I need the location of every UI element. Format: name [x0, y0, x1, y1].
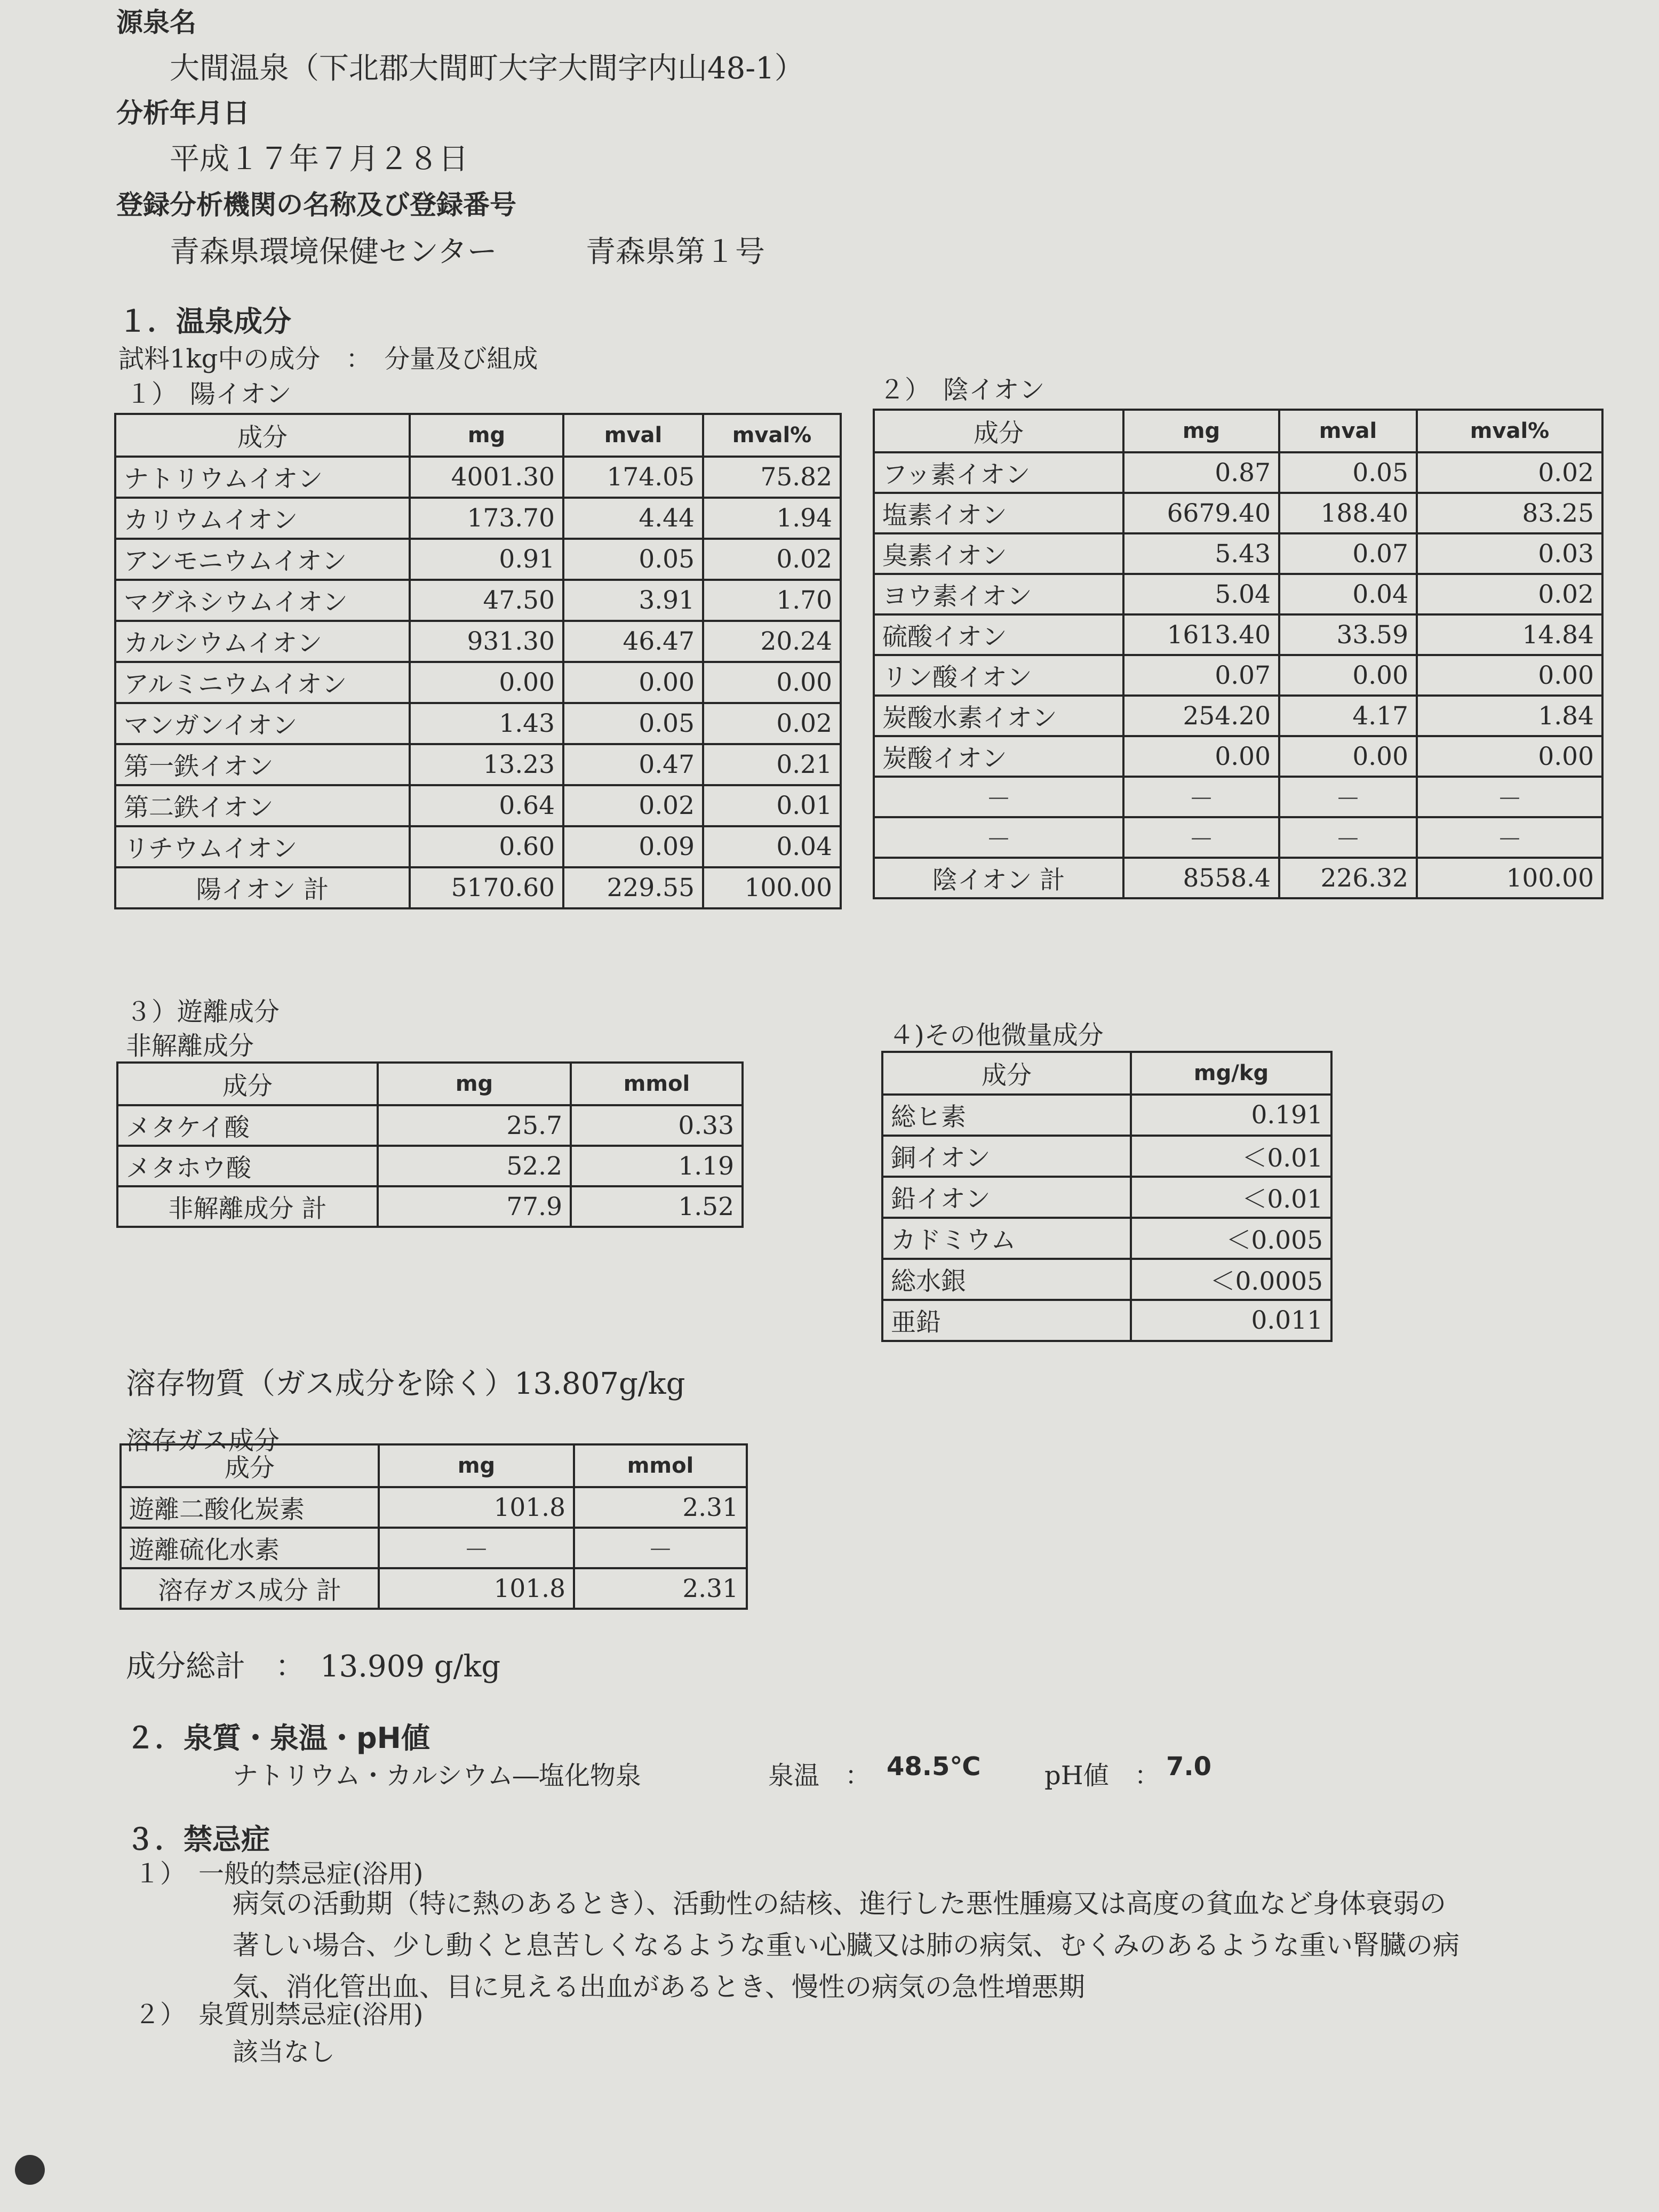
column-header: mg/kg	[1131, 1052, 1331, 1095]
table-header-row	[882, 1052, 1331, 1095]
table-cell: 0.64	[410, 785, 563, 826]
table-cell: －	[1417, 777, 1602, 817]
general-contraindication-text	[233, 1883, 1459, 2008]
table-cell: 47.50	[410, 580, 563, 621]
table-cell: 0.02	[1417, 452, 1602, 493]
table-cell: カリウムイオン	[115, 498, 410, 539]
table-cell: －	[379, 1528, 574, 1568]
table-cell: 0.02	[563, 785, 703, 826]
table-cell: 0.03	[1417, 533, 1602, 574]
text-line: 病気の活動期（特に熱のあるとき）、活動性の結核、進行した悪性腫瘍又は高度の貧血など身体衰弱の	[233, 1888, 1446, 1919]
section1-title: １．温泉成分	[118, 305, 291, 338]
table-cell: －	[1279, 817, 1417, 858]
spring-quality: ナトリウム・カルシウム―塩化物泉	[233, 1761, 641, 1791]
table-cell: 52.2	[378, 1146, 571, 1186]
table-cell: －	[574, 1528, 747, 1568]
table-cell: 100.00	[1417, 858, 1602, 898]
table-cell: 5170.60	[410, 867, 563, 908]
table-total-row	[115, 867, 841, 908]
table-cell: 0.91	[410, 539, 563, 580]
free-subtitle: 非解離成分	[126, 1031, 254, 1061]
table-row	[874, 777, 1602, 817]
column-header: 成分	[882, 1052, 1131, 1095]
table-cell: 188.40	[1279, 493, 1417, 533]
table-cell: 炭酸イオン	[874, 736, 1123, 777]
table-row	[874, 696, 1602, 736]
table-cell: 0.011	[1131, 1300, 1331, 1341]
table-cell: 0.60	[410, 826, 563, 867]
table-row	[874, 655, 1602, 696]
general-contraindication-title: １） 一般的禁忌症(浴用)	[134, 1859, 424, 1889]
table-cell: －	[1123, 777, 1279, 817]
table-cell: 0.09	[563, 826, 703, 867]
table-cell: 5.43	[1123, 533, 1279, 574]
table-cell: 101.8	[379, 1568, 574, 1609]
table-row	[115, 498, 841, 539]
table-row	[115, 621, 841, 662]
table-row	[874, 533, 1602, 574]
table-cell: 0.02	[703, 703, 841, 744]
table-cell: 4001.30	[410, 457, 563, 498]
table-row	[874, 817, 1602, 858]
table-cell: 1.19	[571, 1146, 743, 1186]
table-row	[882, 1177, 1331, 1218]
table-cell: 25.7	[378, 1105, 571, 1146]
column-header: 成分	[874, 410, 1123, 452]
column-header: mval	[563, 414, 703, 457]
table-cell: 229.55	[563, 867, 703, 908]
table-cell: 226.32	[1279, 858, 1417, 898]
table-cell: 0.87	[1123, 452, 1279, 493]
table-cell: 0.04	[703, 826, 841, 867]
column-header: 成分	[117, 1063, 378, 1105]
column-header: mval%	[703, 414, 841, 457]
gas-table	[119, 1443, 748, 1610]
column-header: 成分	[115, 414, 410, 457]
column-header: mmol	[574, 1444, 747, 1487]
table-cell: 2.31	[574, 1487, 747, 1528]
column-header: mg	[378, 1063, 571, 1105]
table-cell: 0.00	[1279, 736, 1417, 777]
table-cell: 3.91	[563, 580, 703, 621]
table-cell: －	[874, 777, 1123, 817]
column-header: mval%	[1417, 410, 1602, 452]
table-row	[117, 1105, 743, 1146]
table-cell: 銅イオン	[882, 1136, 1131, 1177]
dissolved-total: 溶存物質（ガス成分を除く）13.807g/kg	[126, 1367, 685, 1401]
source-value: 大間温泉（下北郡大間町大字大間字内山48-1）	[170, 51, 804, 86]
table-row	[117, 1146, 743, 1186]
table-row	[882, 1300, 1331, 1341]
table-cell: 0.33	[571, 1105, 743, 1146]
agency-name: 青森県環境保健センター	[170, 235, 497, 269]
table-cell: 75.82	[703, 457, 841, 498]
section3-title: ３．禁忌症	[126, 1823, 270, 1856]
table-cell: 4.44	[563, 498, 703, 539]
trace-title: ４)その他微量成分	[889, 1020, 1104, 1050]
specific-contraindication-title: ２） 泉質別禁忌症(浴用)	[134, 2000, 424, 2030]
table-row	[882, 1136, 1331, 1177]
table-cell: 0.191	[1131, 1095, 1331, 1136]
anions-title: ２） 陰イオン	[879, 375, 1045, 405]
table-cell: 臭素イオン	[874, 533, 1123, 574]
table-cell: 第二鉄イオン	[115, 785, 410, 826]
column-header: mval	[1279, 410, 1417, 452]
table-row	[121, 1528, 747, 1568]
column-header: 成分	[121, 1444, 379, 1487]
specific-contraindication-text: 該当なし	[233, 2037, 336, 2067]
table-cell: 塩素イオン	[874, 493, 1123, 533]
table-cell: ＜0.0005	[1131, 1259, 1331, 1300]
table-cell: 鉛イオン	[882, 1177, 1131, 1218]
table-cell: フッ素イオン	[874, 452, 1123, 493]
table-cell: メタホウ酸	[117, 1146, 378, 1186]
table-cell: 173.70	[410, 498, 563, 539]
table-header-row	[121, 1444, 747, 1487]
table-cell: 0.00	[1123, 736, 1279, 777]
table-row	[874, 574, 1602, 614]
section2-title: ２．泉質・泉温・pH値	[126, 1721, 430, 1755]
table-row	[115, 457, 841, 498]
table-cell: 83.25	[1417, 493, 1602, 533]
table-row	[882, 1259, 1331, 1300]
table-cell: 1.43	[410, 703, 563, 744]
table-row	[874, 614, 1602, 655]
table-header-row	[117, 1063, 743, 1105]
table-total-row	[117, 1186, 743, 1227]
total-label: 陰イオン 計	[874, 858, 1123, 898]
table-cell: ＜0.01	[1131, 1136, 1331, 1177]
table-row	[874, 452, 1602, 493]
table-cell: 20.24	[703, 621, 841, 662]
table-cell: アルミニウムイオン	[115, 662, 410, 703]
table-cell: 0.00	[703, 662, 841, 703]
table-cell: 0.21	[703, 744, 841, 785]
table-cell: 2.31	[574, 1568, 747, 1609]
table-cell: マグネシウムイオン	[115, 580, 410, 621]
table-total-row	[121, 1568, 747, 1609]
table-cell: 254.20	[1123, 696, 1279, 736]
column-header: mg	[410, 414, 563, 457]
table-row	[874, 736, 1602, 777]
table-cell: 0.05	[1279, 452, 1417, 493]
punch-hole-mark	[15, 2155, 45, 2185]
table-cell: 0.00	[563, 662, 703, 703]
total-label: 非解離成分 計	[117, 1186, 378, 1227]
column-header: mg	[1123, 410, 1279, 452]
table-row	[121, 1487, 747, 1528]
table-row	[115, 539, 841, 580]
table-cell: リン酸イオン	[874, 655, 1123, 696]
table-cell: －	[874, 817, 1123, 858]
table-cell: ＜0.01	[1131, 1177, 1331, 1218]
total-label: 陽イオン 計	[115, 867, 410, 908]
table-cell: リチウムイオン	[115, 826, 410, 867]
table-cell: ヨウ素イオン	[874, 574, 1123, 614]
temp-value: 48.5℃	[887, 1752, 981, 1782]
table-cell: 1.84	[1417, 696, 1602, 736]
table-cell: アンモニウムイオン	[115, 539, 410, 580]
table-header-row	[874, 410, 1602, 452]
table-cell: 0.47	[563, 744, 703, 785]
table-cell: －	[1417, 817, 1602, 858]
table-cell: 遊離硫化水素	[121, 1528, 379, 1568]
ph-label: pH値 ：	[1044, 1761, 1160, 1791]
table-cell: 0.02	[1417, 574, 1602, 614]
table-cell: カルシウムイオン	[115, 621, 410, 662]
table-row	[874, 493, 1602, 533]
table-cell: ナトリウムイオン	[115, 457, 410, 498]
table-cell: 13.23	[410, 744, 563, 785]
grand-total: 成分総計 ： 13.909 g/kg	[126, 1649, 501, 1684]
table-cell: 0.00	[1417, 736, 1602, 777]
table-cell: 6679.40	[1123, 493, 1279, 533]
table-cell: 0.05	[563, 539, 703, 580]
sample-line: 試料1kg中の成分 ： 分量及び組成	[118, 344, 538, 374]
table-row	[115, 662, 841, 703]
table-cell: ＜0.005	[1131, 1218, 1331, 1259]
anions-table	[873, 409, 1604, 899]
table-cell: 総ヒ素	[882, 1095, 1131, 1136]
table-row	[115, 744, 841, 785]
date-value: 平成１７年７月２８日	[170, 142, 468, 177]
table-cell: 46.47	[563, 621, 703, 662]
table-cell: 100.00	[703, 867, 841, 908]
agency-number: 青森県第１号	[586, 235, 765, 269]
table-cell: 0.07	[1123, 655, 1279, 696]
table-cell: 0.01	[703, 785, 841, 826]
table-cell: カドミウム	[882, 1218, 1131, 1259]
date-label: 分析年月日	[116, 98, 250, 129]
cations-table	[114, 413, 842, 909]
free-table	[116, 1061, 744, 1228]
text-line: 著しい場合、少し動くと息苦しくなるような重い心臓又は肺の病気、むくみのあるような重い腎臓の病	[233, 1930, 1459, 1961]
table-cell: 174.05	[563, 457, 703, 498]
table-cell: 0.02	[703, 539, 841, 580]
table-row	[882, 1095, 1331, 1136]
table-cell: 8558.4	[1123, 858, 1279, 898]
table-cell: 0.04	[1279, 574, 1417, 614]
table-cell: 1.52	[571, 1186, 743, 1227]
table-cell: 931.30	[410, 621, 563, 662]
table-cell: 5.04	[1123, 574, 1279, 614]
agency-label: 登録分析機関の名称及び登録番号	[116, 189, 516, 220]
table-cell: 総水銀	[882, 1259, 1131, 1300]
table-total-row	[874, 858, 1602, 898]
column-header: mg	[379, 1444, 574, 1487]
gas-title: 溶存ガス成分	[126, 1426, 280, 1456]
table-header-row	[115, 414, 841, 457]
text-line: 気、消化管出血、目に見える出血があるとき、慢性の病気の急性増悪期	[233, 1971, 1085, 2002]
table-cell: 1.94	[703, 498, 841, 539]
table-cell: －	[1123, 817, 1279, 858]
table-cell: 0.00	[1417, 655, 1602, 696]
table-cell: 亜鉛	[882, 1300, 1131, 1341]
source-label: 源泉名	[116, 7, 196, 38]
table-cell: メタケイ酸	[117, 1105, 378, 1146]
ph-value: 7.0	[1166, 1752, 1212, 1782]
table-cell: 4.17	[1279, 696, 1417, 736]
table-cell: 第一鉄イオン	[115, 744, 410, 785]
table-cell: 硫酸イオン	[874, 614, 1123, 655]
table-cell: 14.84	[1417, 614, 1602, 655]
table-cell: 1613.40	[1123, 614, 1279, 655]
table-cell: 0.00	[410, 662, 563, 703]
table-row	[115, 785, 841, 826]
table-row	[115, 703, 841, 744]
table-row	[115, 580, 841, 621]
table-cell: 0.05	[563, 703, 703, 744]
trace-table	[881, 1051, 1333, 1342]
table-cell: 33.59	[1279, 614, 1417, 655]
total-label: 溶存ガス成分 計	[121, 1568, 379, 1609]
cations-title: １） 陽イオン	[126, 379, 292, 409]
table-row	[882, 1218, 1331, 1259]
table-cell: －	[1279, 777, 1417, 817]
column-header: mmol	[571, 1063, 743, 1105]
table-cell: 0.00	[1279, 655, 1417, 696]
table-cell: 1.70	[703, 580, 841, 621]
table-cell: 炭酸水素イオン	[874, 696, 1123, 736]
temp-label: 泉温 ：	[768, 1761, 871, 1791]
free-title: ３）遊離成分	[126, 997, 280, 1027]
table-row	[115, 826, 841, 867]
table-cell: 遊離二酸化炭素	[121, 1487, 379, 1528]
table-cell: 0.07	[1279, 533, 1417, 574]
table-cell: マンガンイオン	[115, 703, 410, 744]
table-cell: 77.9	[378, 1186, 571, 1227]
table-cell: 101.8	[379, 1487, 574, 1528]
